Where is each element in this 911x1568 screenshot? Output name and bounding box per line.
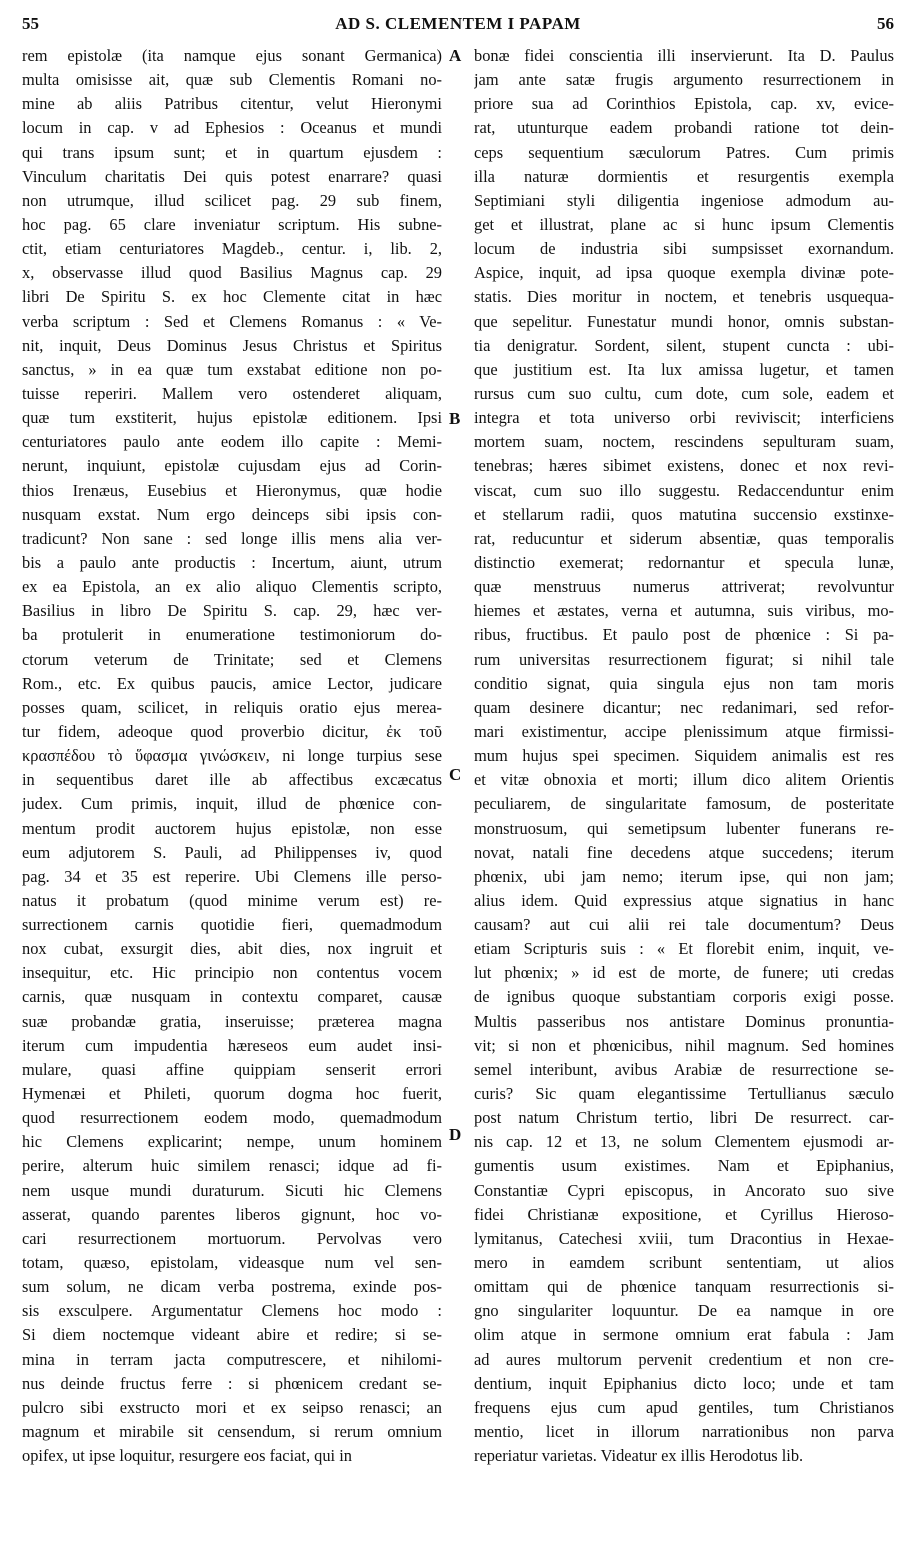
text-line: nit, inquit, Deus Dominus Jesus Christus et Spiritus <box>22 335 442 355</box>
text-line: sanctus, » in ea quæ tum exstabat editione non po- <box>22 359 442 379</box>
text-line: surrectionem carnis quotidie fieri, quemadmodum <box>22 915 442 935</box>
right-column <box>474 44 894 1468</box>
text-line: Basilius in libro De Spiritu S. cap. 29, hæc ver- <box>22 601 442 621</box>
text-line: tia denigratur. Sordent, silent, stupent cuncta : ubi- <box>474 335 894 355</box>
text-line: tenebras; hæres sibimet existens, donec et nox revi- <box>474 456 894 476</box>
text-line: pag. 34 et 35 est reperire. Ubi Clemens ille perso- <box>22 866 442 886</box>
text-line: posses quam, scilicet, in reliquis oratio ejus merea- <box>22 697 442 717</box>
text-line: monstruosum, qui semetipsum lubenter funerans re- <box>474 818 894 838</box>
text-line: bonæ fidei conscientia illi inservierunt. Ita D. Paulus <box>474 46 894 65</box>
text-line: totam, quæso, epistolam, videasque num vel sen- <box>22 1253 442 1273</box>
text-line: ad aures multorum pervenit credentium et non cre- <box>474 1349 894 1369</box>
text-line: in sequentibus daret ille ab affectibus excæcatus <box>22 770 442 790</box>
text-line: frequens ejus cum apud gentiles, tum Christianos <box>474 1397 894 1417</box>
text-line: asserat, quando parentes liberos gignunt, hoc vo- <box>22 1204 442 1224</box>
text-line: de ignibus quoque substantiam corporis exigi posse. <box>474 987 894 1007</box>
text-line: mina in terram jacta computrescere, et nihilomi- <box>22 1349 442 1369</box>
text-line: thios Irenæus, Eusebius et Hieronymus, quæ hodie <box>22 480 442 500</box>
text-line: nox cubat, exsurgit dies, abit dies, nox ingruit et <box>22 939 442 959</box>
text-line: mulare, quasi affine quippiam senserit errori <box>22 1059 442 1079</box>
text-line: hiemes et æstates, verna et autumna, suis viribus, mo- <box>474 601 894 621</box>
text-line: iterum cum impudentia hæreseos eum audet insi- <box>22 1035 442 1055</box>
text-line: mortem suam, noctem, rescindens sepulturam suam, <box>474 432 894 452</box>
text-line: gumentis usum existimes. Nam et Epiphanius, <box>474 1156 894 1176</box>
text-line: vit; si non et phœnicibus, nihil magnum. Sed homines <box>474 1035 894 1055</box>
text-line: priore sua ad Corinthios Epistola, cap. xv, evice- <box>474 94 894 114</box>
text-line: peculiarem, de singularitate famosum, de posteritate <box>474 794 894 814</box>
text-line: nis cap. 12 et 13, ne solum Clementem ejusmodi ar- <box>474 1132 894 1152</box>
text-line: locum in cap. v ad Ephesios : Oceanus et mundi <box>22 118 442 138</box>
text-line: ceps sequentium sæculorum Patres. Cum primis <box>474 142 894 162</box>
text-line: phœnix, ubi jam nemo; iterum ipse, qui non jam; <box>474 866 894 886</box>
text-line: nus deinde fructus ferre : si phœnicem credant se- <box>22 1373 442 1393</box>
text-line: lymitanus, Catechesi xviii, tum Dracontius in Hexae- <box>474 1228 894 1248</box>
text-line: libri De Spiritu S. ex hoc Clemente citat in hæc <box>22 287 442 307</box>
text-line: rat, utunturque eadem probandi ratione tot dein- <box>474 118 894 138</box>
section-marker-a: A <box>449 46 462 65</box>
text-line: rursus cum suo cultu, cum dote, cum sole, eadem et <box>474 383 894 403</box>
text-line: illa naturæ dormientis et resurgentis exempla <box>474 166 894 186</box>
text-line: lut phœnix; » id est de morte, de funere; uti credas <box>474 963 894 983</box>
text-line: insequitur, etc. Hic principio non contentus vocem <box>22 963 442 983</box>
text-line: perire, alterum huic similem renasci; idque ad fi- <box>22 1156 442 1176</box>
text-line: novat, natali fine decedens atque succedens; iterum <box>474 842 894 862</box>
text-line: fidei Christianæ expositione, et Cyrillus Hieroso- <box>474 1204 894 1224</box>
text-line: causam? aut cui alii rei tale documentum? Deus <box>474 915 894 935</box>
text-line: suæ probandæ gratia, inseruisse; præterea magna <box>22 1011 442 1031</box>
text-line: mum hujus spei specimen. Siquidem animalis est res <box>474 746 894 766</box>
text-line: conditio signat, quia singula ejus non tam moris <box>474 673 894 693</box>
text-line: quæ tum exstiterit, hujus epistolæ editionem. Ipsi <box>22 408 442 428</box>
text-line: reperiatur varietas. Videatur ex illis Herodotus lib. <box>474 1446 804 1466</box>
text-line: mari existimentur, accipe plenissimum atque firmissi- <box>474 721 894 741</box>
text-line: natus it probatum (quod minime verum est) re- <box>22 890 442 910</box>
text-line: ba protulerit in enumeratione testimoniorum do- <box>22 625 442 645</box>
text-line: mine ab aliis Patribus citentur, velut Hieronymi <box>22 94 442 114</box>
text-line: quæ menstruus numerus attriverat; revolvuntur <box>474 577 894 597</box>
text-line: distinctio exemerat; redornantur et specula lunæ, <box>474 552 894 572</box>
text-line: rum universitas resurrectionem figurat; si nihil tale <box>474 649 894 669</box>
text-line: et vitæ obnoxia et morti; illum dico alitem Orientis <box>474 770 894 790</box>
text-line: cari resurrectionem mortuorum. Pervolvas vero <box>22 1228 442 1248</box>
text-line: nerunt, inquiunt, epistolæ cujusdam ejus ad Corin- <box>22 456 442 476</box>
text-line: Multis passeribus nos antistare Dominus pronuntia- <box>474 1011 894 1031</box>
text-line: carnis, quæ nusquam in contextu comparet, causæ <box>22 987 442 1007</box>
text-line: curis? Sic quam elegantissime Tertullianus sæculo <box>474 1084 894 1104</box>
text-line: sis exsculpere. Argumentatur Clemens hoc modo : <box>22 1301 442 1321</box>
text-line: que justitium est. Ita lux amissa lugetur, et tamen <box>474 359 894 379</box>
text-line: post natum Christum tertio, libri De resurrect. car- <box>474 1108 894 1128</box>
text-line: qui trans ipsum sunt; et in quartum ejusdem : <box>22 142 442 162</box>
text-line: semel interibunt, avibus Arabiæ de resurrectione se- <box>474 1059 894 1079</box>
text-line: nem usque mundi duraturum. Sicuti hic Clemens <box>22 1180 442 1200</box>
page-header <box>22 14 894 40</box>
section-marker-b: B <box>449 409 461 428</box>
text-line: gno singulariter loquuntur. De ea namque in ore <box>474 1301 894 1321</box>
text-line: tur fidem, adeoque quod proverbio dicitur, ἐκ τοῦ <box>22 721 442 741</box>
text-line: quod resurrectionem eodem modo, quemadmodum <box>22 1108 442 1128</box>
left-page-number: 55 <box>22 14 39 33</box>
text-line: quam desinere dicantur; nec redanimari, sed refor- <box>474 697 894 717</box>
section-marker-c: C <box>449 765 462 784</box>
text-line: eum adjutorem S. Pauli, ad Philippenses iv, quod <box>22 842 442 862</box>
text-line: omittam qui de phœnice tanquam resurrectionis si- <box>474 1277 894 1297</box>
text-line: pulcro sibi exstructo mori et ex seipso renasci; an <box>22 1397 442 1417</box>
text-line: jam ante satæ frugis argumento resurrectionem in <box>474 70 894 90</box>
text-line: Hymenæi et Phileti, quorum dogma hoc fuerit, <box>22 1084 442 1104</box>
text-line: Si diem noctemque videant abire et redire; si se- <box>22 1325 442 1345</box>
text-line: que sepelitur. Funestatur mundi honor, omnis substan- <box>474 311 894 331</box>
text-line: Vinculum charitatis Dei quis potest enarrare? quasi <box>22 166 442 186</box>
text-line: rat, reducuntur et siderum absentiæ, quas temporalis <box>474 528 894 548</box>
text-line: centuriatores paulo ante eodem illo capite : Memi- <box>22 432 442 452</box>
text-line: rem epistolæ (ita namque ejus sonant Germanica) <box>22 46 442 65</box>
text-line: statis. Dies moritur in noctem, et tenebris usquequa- <box>474 287 894 307</box>
text-line: opifex, ut ipse loquitur, resurgere eos faciat, qui in <box>22 1446 352 1466</box>
section-marker-d: D <box>449 1125 462 1144</box>
text-line: locum de industria sibi sumpsisset exornandum. <box>474 239 894 259</box>
left-column <box>22 44 442 1468</box>
text-line: x, observasse illud quod Basilius Magnus cap. 29 <box>22 263 442 283</box>
text-line: multa omisisse ait, quæ sub Clementis Romani no- <box>22 70 442 90</box>
text-line: κρασπέδου τὸ ὕφασμα γινώσκειν, ni longe turpius sese <box>22 746 442 766</box>
text-line: tuisse reperiri. Mallem vero ostenderet aliquam, <box>22 383 442 403</box>
text-line: get et illustrat, plane ac si hunc ipsum Clementis <box>474 214 894 234</box>
text-line: hic Clemens explicarint; nempe, unum hominem <box>22 1132 442 1152</box>
text-line: judex. Cum primis, inquit, illud de phœnice con- <box>22 794 442 814</box>
text-line: Rom., etc. Ex quibus paucis, amice Lector, judicare <box>22 673 442 693</box>
text-line: non utrumque, illud scilicet pag. 29 sub finem, <box>22 190 442 210</box>
text-line: tradicunt? Non sane : sed longe illis mens alia ver- <box>22 528 442 548</box>
text-line: viscat, cum suo illo suggestu. Redaccenduntur enim <box>474 480 894 500</box>
text-line: ctorum veterum de Trinitate; sed et Clemens <box>22 649 442 669</box>
text-line: bis a paulo ante productis : Incertum, aiunt, utrum <box>22 552 442 572</box>
text-line: mentio, licet in illorum narrationibus non parva <box>474 1422 894 1442</box>
text-line: integra et tota universo orbi reviviscit; interficiens <box>474 408 894 428</box>
text-line: ribus, fructibus. Et paulo post de phœnice : Si pa- <box>474 625 894 645</box>
text-line: mentum prodit auctorem hujus epistolæ, non esse <box>22 818 442 838</box>
text-line: ctit, etiam centuriatores Magdeb., centur. i, lib. 2, <box>22 239 442 259</box>
text-line: olim atque in sermone omnium erat fabula : Jam <box>474 1325 894 1345</box>
text-line: Aspice, inquit, ad ipsa quoque exempla divinæ pote- <box>474 263 894 283</box>
text-line: et stellarum radii, quos matutina succensio exstinxe- <box>474 504 894 524</box>
text-line: magnum et mirabile sit censendum, si rerum omnium <box>22 1422 442 1442</box>
text-line: alius idem. Quid expressius atque signatius in hanc <box>474 890 894 910</box>
text-line: ex ea Epistola, an ex alio aliquo Clementis scripto, <box>22 577 442 597</box>
text-line: Constantiæ Cypri episcopus, in Ancorato suo sive <box>474 1180 894 1200</box>
text-line: Septimiani styli diligentia ingeniose admodum au- <box>474 190 894 210</box>
text-line: hoc pag. 65 clare inveniatur scriptum. His subne- <box>22 214 442 234</box>
text-line: dentium, inquit Epiphanius dicto loco; unde et tam <box>474 1373 894 1393</box>
text-line: nusquam exstat. Num ergo deinceps sibi ipsis con- <box>22 504 442 524</box>
text-line: sum solum, ne dicam verba postrema, exinde pos- <box>22 1277 442 1297</box>
running-title: AD S. CLEMENTEM I PAPAM <box>335 14 581 33</box>
right-page-number: 56 <box>877 14 894 33</box>
text-line: mero in eamdem scribunt sententiam, ut alios <box>474 1253 894 1273</box>
text-line: etiam Scripturis suis : « Et florebit enim, inquit, ve- <box>474 939 894 959</box>
text-line: verba scriptum : Sed et Clemens Romanus : « Ve- <box>22 311 442 331</box>
